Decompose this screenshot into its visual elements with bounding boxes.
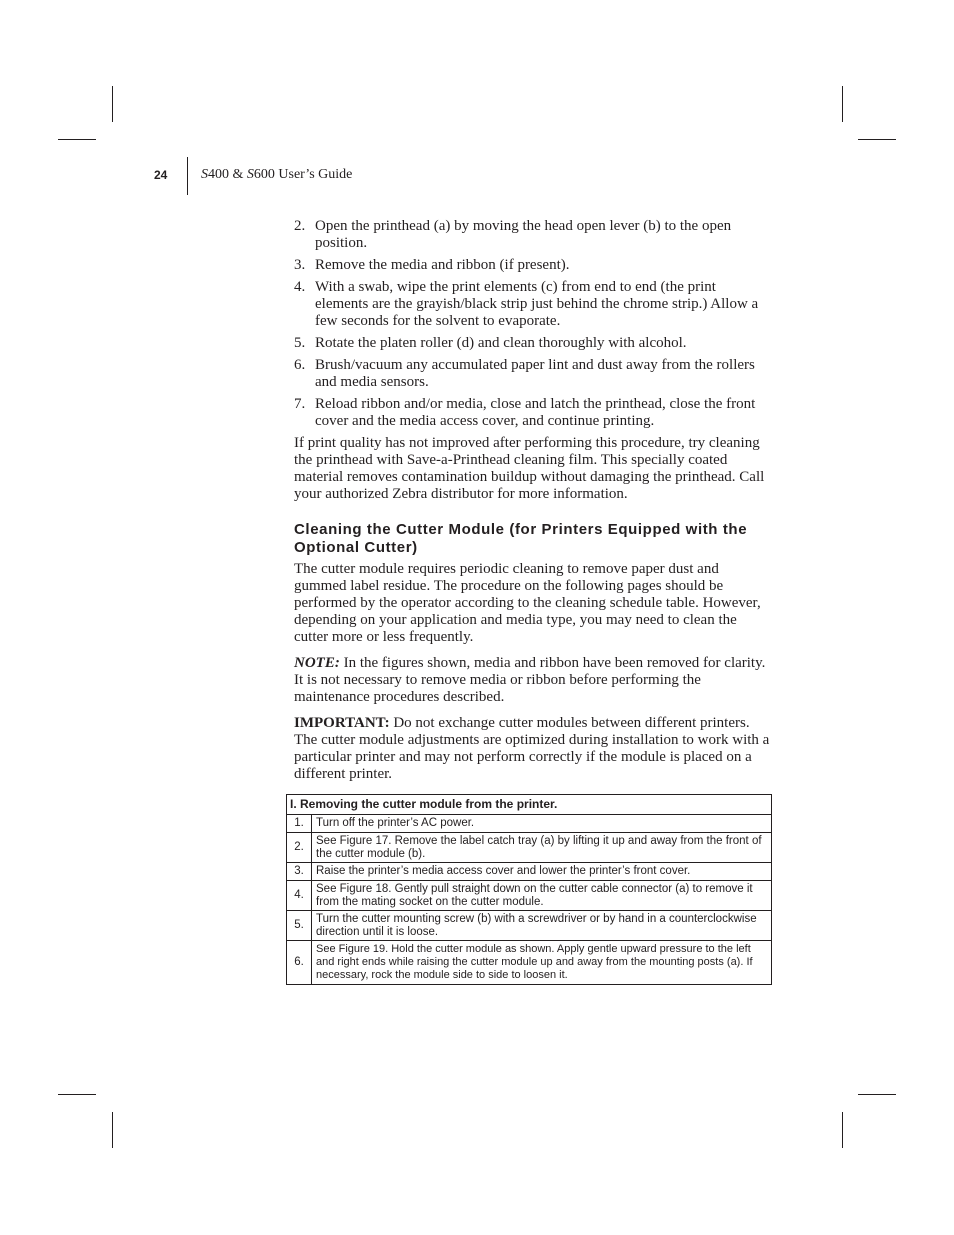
- crop-mark: [58, 1094, 96, 1095]
- step-number: 5.: [287, 911, 312, 941]
- step-text: See Figure 19. Hold the cutter module as shown. Apply gentle upward pressure to the left and right ends while raising the cutter module up and away from the mounting posts (a). If necessary, rock the module side to side to loosen it.: [312, 941, 772, 985]
- table-row: [287, 863, 772, 881]
- note-paragraph: NOTE: In the figures shown, media and ribbon have been removed for clarity. It is not necessary to remove media or ribbon before performing the maintenance procedures described.: [294, 655, 766, 705]
- step-text: Turn off the printer’s AC power.: [312, 815, 772, 833]
- print-quality-paragraph: If print quality has not improved after performing this procedure, try cleaning the printhead with Save-a-Printhead cleaning film. This specially coated material removes contamination buildup without damaging the printhead. Call your authorized Zebra distributor for more information.: [294, 435, 765, 502]
- crop-mark: [858, 139, 896, 140]
- step-text: See Figure 18. Gently pull straight down on the cutter cable connector (a) to remove it from the mating socket on the cutter module.: [312, 881, 772, 911]
- cutter-paragraph: The cutter module requires periodic cleaning to remove paper dust and gummed label residue. The procedure on the following pages should be performed by the operator according to the cleaning schedule table. However, depending on your application and media type, you may need to clean the cutter more or less frequently.: [294, 561, 761, 645]
- list-item: 6. Brush/vacuum any accumulated paper lint and dust away from the rollers and media sensors.: [294, 357, 755, 390]
- step-text: Turn the cutter mounting screw (b) with a screwdriver or by hand in a counterclockwise direction until it is loose.: [312, 911, 772, 941]
- procedure-table: [286, 794, 772, 985]
- step-list: [294, 218, 772, 430]
- crop-mark: [842, 1112, 843, 1148]
- step-number: 4.: [287, 881, 312, 911]
- list-item: 5. Rotate the platen roller (d) and clean thoroughly with alcohol.: [294, 335, 687, 351]
- step-text: See Figure 17. Remove the label catch tray (a) by lifting it up and away from the front of the cutter module (b).: [312, 833, 772, 863]
- list-item: 7. Reload ribbon and/or media, close and latch the printhead, close the front cover and the media access cover, and continue printing.: [294, 396, 756, 429]
- crop-mark: [842, 86, 843, 122]
- step-number: 6.: [287, 941, 312, 985]
- crop-mark: [858, 1094, 896, 1095]
- list-item: 3. Remove the media and ribbon (if present).: [294, 257, 570, 273]
- important-paragraph: IMPORTANT: Do not exchange cutter modules between different printers. The cutter module adjustments are optimized during installation to work with a particular printer and may not perform correctly if the module is placed on a different printer.: [294, 715, 770, 782]
- table-row: [287, 941, 772, 985]
- table-row: [287, 815, 772, 833]
- table-row: [287, 881, 772, 911]
- header-divider: [187, 157, 188, 195]
- table-header-row: [287, 795, 772, 815]
- table-row: [287, 911, 772, 941]
- step-number: 2.: [287, 833, 312, 863]
- list-item: 4. With a swab, wipe the print elements (c) from end to end (the print elements are the grayish/black strip just behind the chrome strip.) Allow a few seconds for the solvent to evaporate.: [294, 279, 759, 329]
- main-content: [294, 218, 772, 792]
- running-title: S400 & S600 User’s Guide: [201, 167, 353, 182]
- table-title: I. Removing the cutter module from the printer.: [287, 795, 772, 815]
- step-number: 3.: [287, 863, 312, 881]
- step-text: Raise the printer’s media access cover and lower the printer’s front cover.: [312, 863, 772, 881]
- step-number: 1.: [287, 815, 312, 833]
- crop-mark: [112, 86, 113, 122]
- section-heading: Cleaning the Cutter Module (for Printers Equipped with the Optional Cutter): [294, 521, 748, 556]
- page-number: 24: [154, 168, 168, 182]
- table-row: [287, 833, 772, 863]
- crop-mark: [58, 139, 96, 140]
- crop-mark: [112, 1112, 113, 1148]
- list-item: 2. Open the printhead (a) by moving the head open lever (b) to the open position.: [294, 218, 732, 251]
